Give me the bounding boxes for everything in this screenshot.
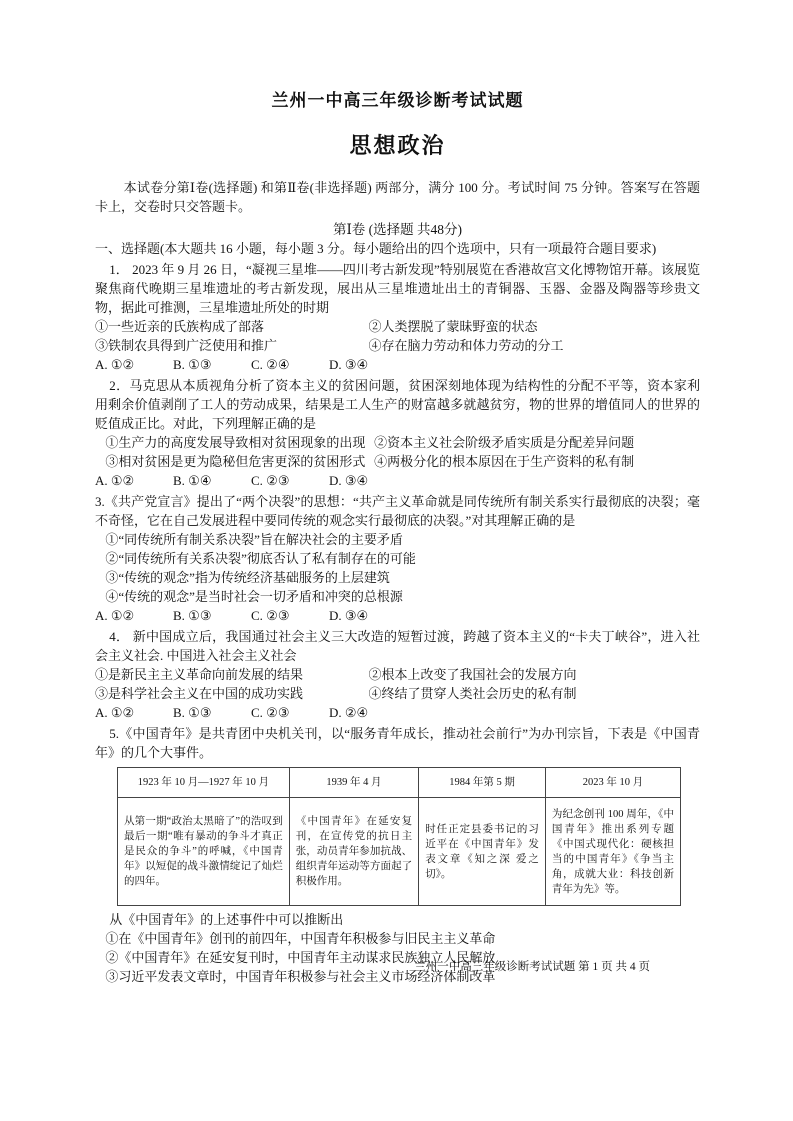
question-2-options (95, 433, 700, 471)
option-item: ③铁制农具得到广泛使用和推广 (95, 338, 278, 353)
section-1-title: 第Ⅰ卷 (选择题 共48分) (332, 222, 463, 237)
option-item: ①“同传统所有制关系决裂”旨在解决社会的主要矛盾 (105, 532, 403, 547)
exam-instructions: 本试卷分第Ⅰ卷(选择题) 和第Ⅱ卷(非选择题) 两部分，满分 100 分。考试时间 75 分钟。答案写在答题卡上，交卷时只交答题卡。 (95, 180, 700, 214)
option-item: ②“同传统所有关系决裂”彻底否认了私有制存在的可能 (105, 551, 416, 566)
question-5-lead-out: 从《中国青年》的上述事件中可以推断出 (109, 912, 344, 927)
question-4-stem: 4． 新中国成立后，我国通过社会主义三大改造的短暂过渡，跨越了资本主义的“卡夫丁峡谷”，进入社会主义社会. 中国进入社会主义社会 (95, 629, 700, 663)
question-1 (95, 260, 700, 374)
answer-choice: D. ③④ (329, 357, 369, 372)
option-item: ①在《中国青年》创刊的前四年，中国青年积极参与旧民主主义革命 (105, 931, 496, 946)
option-item: ②人类摆脱了蒙昧野蛮的状态 (368, 319, 538, 334)
question-2 (95, 376, 700, 490)
option-item: ③习近平发表文章时，中国青年积极参与社会主义市场经济体制改革 (105, 969, 496, 984)
page-footer: 兰州一中高三年级诊断考试试题 第 1 页 共 4 页 (414, 961, 650, 973)
answer-choice: D. ③④ (329, 608, 369, 623)
table-body-cell: 从第一期“政治太黑暗了”的浩叹到最后一期“唯有暴动的争斗才真正是民众的争斗”的呼喊，《中国青年》以短促的战斗激情绽记了灿烂的四年。 (118, 798, 290, 906)
question-1-stem: 1． 2023 年 9 月 26 日，“凝视三星堆——四川考古新发现”特别展览在香港故宫文化博物馆开幕。该展览聚焦商代晚期三星堆遗址的考古新发现，展出从三星堆遗址出土的青铜器、玉器、金器及陶器等珍贵文物，据此可推测，三星堆遗址所处的时期 (95, 262, 700, 315)
question-4 (95, 627, 700, 722)
section-1-directions: 一、选择题(本大题共 16 小题，每小题 3 分。每小题给出的四个选项中，只有一项最符合题目要求) (95, 241, 657, 256)
answer-choice: B. ①③ (173, 705, 212, 720)
answer-choice: B. ①④ (173, 473, 212, 488)
answer-choice: A. ①② (95, 608, 135, 623)
question-5-stem: 5.《中国青年》是共青团中央机关刊，以“服务青年成长，推动社会前行”为办刊宗旨，下表是《中国青年》的几个大事件。 (95, 726, 700, 760)
table-body-row (118, 798, 681, 906)
question-4-options (95, 665, 700, 703)
answer-choice: D. ②④ (329, 705, 369, 720)
option-item: ②资本主义社会阶级矛盾实质是分配差异问题 (374, 435, 635, 450)
question-2-answer-choices (95, 471, 700, 490)
answer-choice: A. ①② (95, 705, 135, 720)
answer-choice: D. ③④ (329, 473, 369, 488)
zhongguo-qingnian-events-table (117, 767, 681, 906)
table-body-cell: 时任正定县委书记的习近平在《中国青年》发表文章《知之深 爱之切》。 (419, 798, 546, 906)
exam-subject: 思想政治 (349, 133, 446, 158)
option-item: ①一些近亲的氏族构成了部落 (95, 319, 265, 334)
question-4-answer-choices (95, 703, 700, 722)
option-item: ④两极分化的根本原因在于生产资料的私有制 (374, 454, 635, 469)
answer-choice: B. ①③ (173, 608, 212, 623)
question-1-options (95, 317, 700, 355)
question-2-stem: 2．马克思从本质视角分析了资本主义的贫困问题，贫困深刻地体现为结构性的分配不平等，资本家利用剩余价值剥削了工人的劳动成果，结果是工人生产的财富越多就越贫穷，物的世界的增值同人的世界的贬值成正比。对此，下列理解正确的是 (95, 378, 700, 431)
exam-title: 兰州一中高三年级诊断考试试题 (271, 91, 524, 110)
answer-choice: C. ②③ (251, 473, 290, 488)
table-header-cell: 1984 年第 5 期 (419, 768, 546, 798)
answer-choice: C. ②③ (251, 705, 290, 720)
table-header-row (118, 768, 681, 798)
option-item: ④终结了贯穿人类社会历史的私有制 (368, 686, 577, 701)
answer-choice: C. ②③ (251, 608, 290, 623)
question-3-stem: 3.《共产党宣言》提出了“两个决裂”的思想：“共产主义革命就是同传统所有制关系实行最彻底的决裂；毫不奇怪，它在自己发展进程中要同传统的观念实行最彻底的决裂。”对其理解正确的是 (95, 494, 700, 528)
question-1-answer-choices (95, 355, 700, 374)
table-header-cell: 1939 年 4 月 (289, 768, 418, 798)
option-item: ③是科学社会主义在中国的成功实践 (95, 686, 304, 701)
option-item: ①是新民主主义革命向前发展的结果 (95, 667, 304, 682)
question-3-answer-choices (95, 606, 700, 625)
answer-choice: B. ①③ (173, 357, 212, 372)
table-body-cell: 《中国青年》在延安复刊，在宣传党的抗日主张，动员青年参加抗战、组织青年运动等方面起了积极作用。 (289, 798, 418, 906)
table-header-cell: 2023 年 10 月 (545, 768, 680, 798)
question-3-options (95, 530, 700, 606)
option-item: ②《中国青年》在延安复刊时，中国青年主动谋求民族独立人民解放 (105, 950, 496, 965)
option-item: ③“传统的观念”指为传统经济基础服务的上层建筑 (105, 570, 390, 585)
answer-choice: A. ①② (95, 473, 135, 488)
table-body-cell: 为纪念创刊 100 周年，《中国青年》推出系列专题《中国式现代化：硬核担当的中国青年》《争当主角，成就大业：科技创新青年为先》等。 (545, 798, 680, 906)
answer-choice: A. ①② (95, 357, 135, 372)
option-item: ②根本上改变了我国社会的发展方向 (368, 667, 577, 682)
option-item: ①生产力的高度发展导致相对贫困现象的出现 (105, 435, 366, 450)
option-item: ④“传统的观念”是当时社会一切矛盾和冲突的总根源 (105, 589, 403, 604)
question-3 (95, 492, 700, 625)
option-item: ③相对贫困是更为隐秘但危害更深的贫困形式 (105, 454, 366, 469)
question-5 (95, 724, 700, 986)
option-item: ④存在脑力劳动和体力劳动的分工 (368, 338, 564, 353)
table-header-cell: 1923 年 10 月—1927 年 10 月 (118, 768, 290, 798)
answer-choice: C. ②④ (251, 357, 290, 372)
